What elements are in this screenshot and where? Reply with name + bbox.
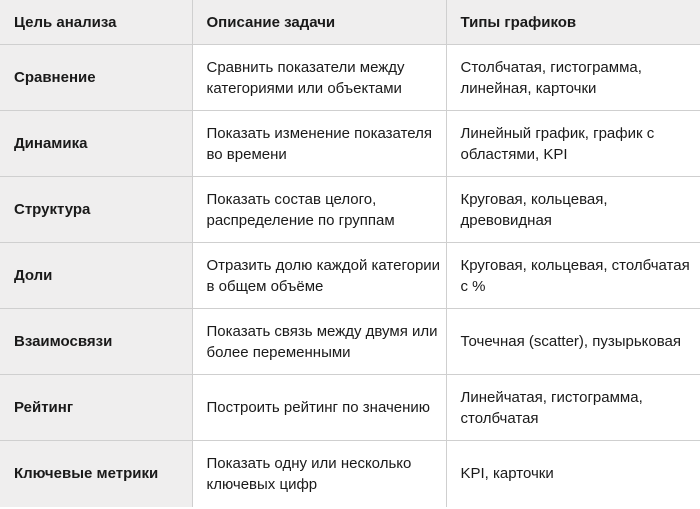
table-row — [0, 309, 700, 375]
table-row — [0, 243, 700, 309]
table-row — [0, 375, 700, 441]
table-row — [0, 177, 700, 243]
description-cell: Показать связь между двумя или более переменными — [192, 309, 446, 375]
chart-types-cell: Точечная (scatter), пузырьковая — [446, 309, 700, 375]
chart-types-cell: Линейный график, график с областями, KPI — [446, 111, 700, 177]
goal-cell: Динамика — [0, 111, 192, 177]
chart-types-cell: Круговая, кольцевая, древовидная — [446, 177, 700, 243]
chart-types-cell: Столбчатая, гистограмма, линейная, карточки — [446, 45, 700, 111]
table-row — [0, 45, 700, 111]
chart-types-cell: KPI, карточки — [446, 441, 700, 507]
description-cell: Отразить долю каждой категории в общем объёме — [192, 243, 446, 309]
table-row — [0, 111, 700, 177]
chart-types-cell: Круговая, кольцевая, столбчатая с % — [446, 243, 700, 309]
description-cell: Сравнить показатели между категориями или объектами — [192, 45, 446, 111]
goal-cell: Доли — [0, 243, 192, 309]
goal-cell: Сравнение — [0, 45, 192, 111]
header-description: Описание задачи — [192, 0, 446, 45]
goal-cell: Взаимосвязи — [0, 309, 192, 375]
header-goal: Цель анализа — [0, 0, 192, 45]
chart-types-cell: Линейчатая, гистограмма, столбчатая — [446, 375, 700, 441]
description-cell: Показать состав целого, распределение по группам — [192, 177, 446, 243]
description-cell: Показать изменение показателя во времени — [192, 111, 446, 177]
goal-cell: Ключевые метрики — [0, 441, 192, 507]
header-row — [0, 0, 700, 45]
description-cell: Построить рейтинг по значению — [192, 375, 446, 441]
table-row — [0, 441, 700, 507]
goal-cell: Структура — [0, 177, 192, 243]
goal-cell: Рейтинг — [0, 375, 192, 441]
header-chart-types: Типы графиков — [446, 0, 700, 45]
description-cell: Показать одну или несколько ключевых цифр — [192, 441, 446, 507]
